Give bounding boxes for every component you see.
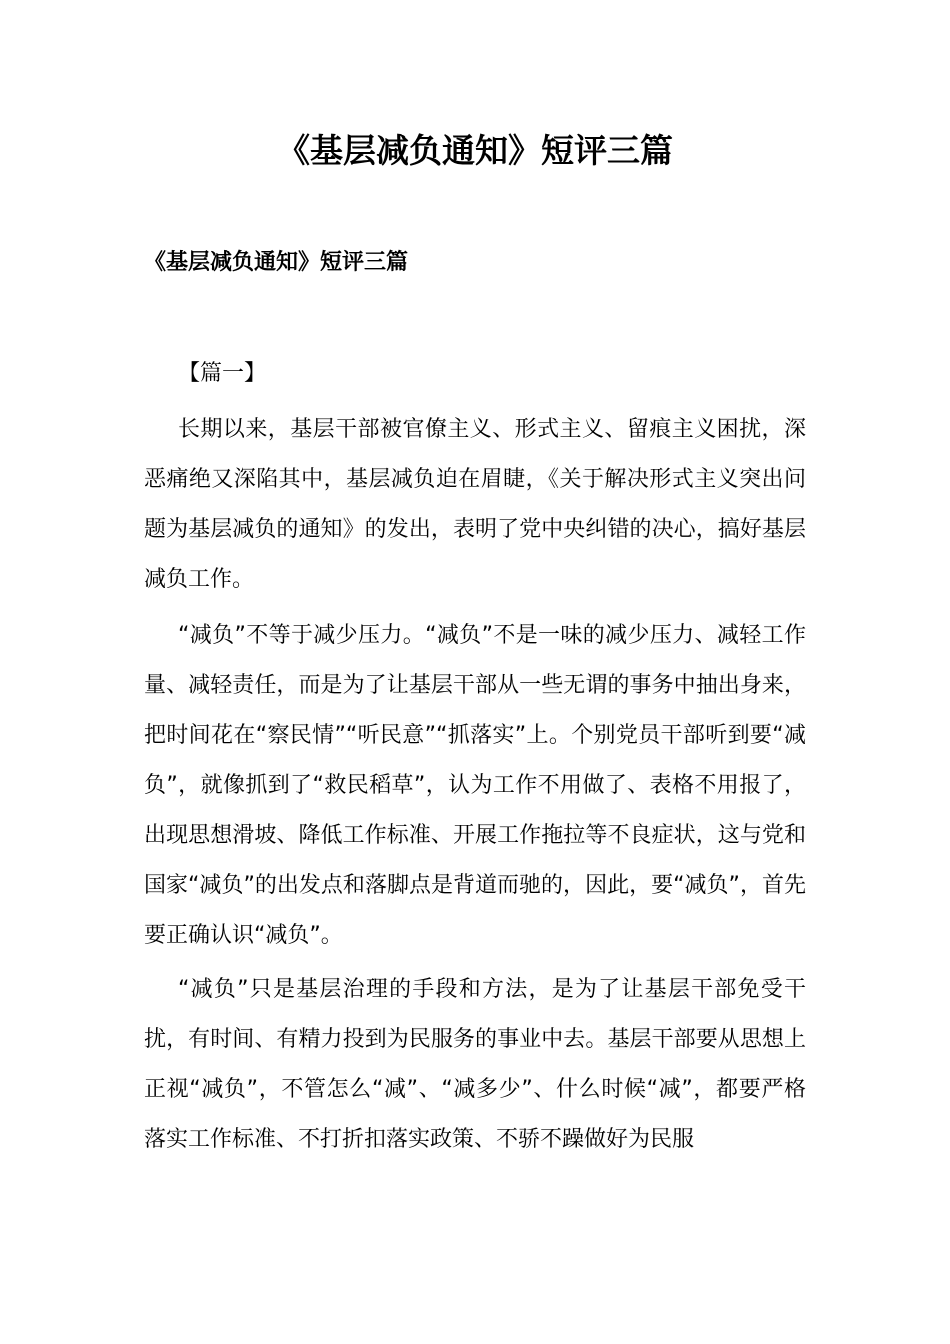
section-label: 【篇一】: [178, 361, 267, 386]
paragraph-2: “减负”不等于减少压力。“减负”不是一味的减少压力、减轻工作量、减轻责任，而是为了让基层干部从一些无谓的事务中抽出身来，把时间花在“察民情”“听民意”“抓落实”上。个别党员干部听到要“减负”，就像抓到了“救民稻草”，认为工作不用做了、表格不用报了，出现思想滑坡、降低工作标准、开展工作拖拉等不良症状，这与党和国家“减负”的出发点和落脚点是背道而驰的，因此，要“减负”，首先要正确认识“减负”。: [144, 623, 806, 948]
paragraph-3: “减负”只是基层治理的手段和方法，是为了让基层干部免受干扰，有时间、有精力投到为民服务的事业中去。基层干部要从思想上正视“减负”，不管怎么“减”、“减多少”、什么时候“减”，都要严格落实工作标准、不打折扣落实政策、不骄不躁做好为民服: [144, 977, 806, 1152]
paragraph-1: 长期以来，基层干部被官僚主义、形式主义、留痕主义困扰，深恶痛绝又深陷其中，基层减负迫在眉睫，《关于解决形式主义突出问题为基层减负的通知》的发出，表明了党中央纠错的决心，搞好基层减负工作。: [144, 417, 806, 592]
document-subtitle: 《基层减负通知》短评三篇: [144, 250, 409, 275]
document-title: 《基层减负通知》短评三篇: [277, 131, 673, 170]
